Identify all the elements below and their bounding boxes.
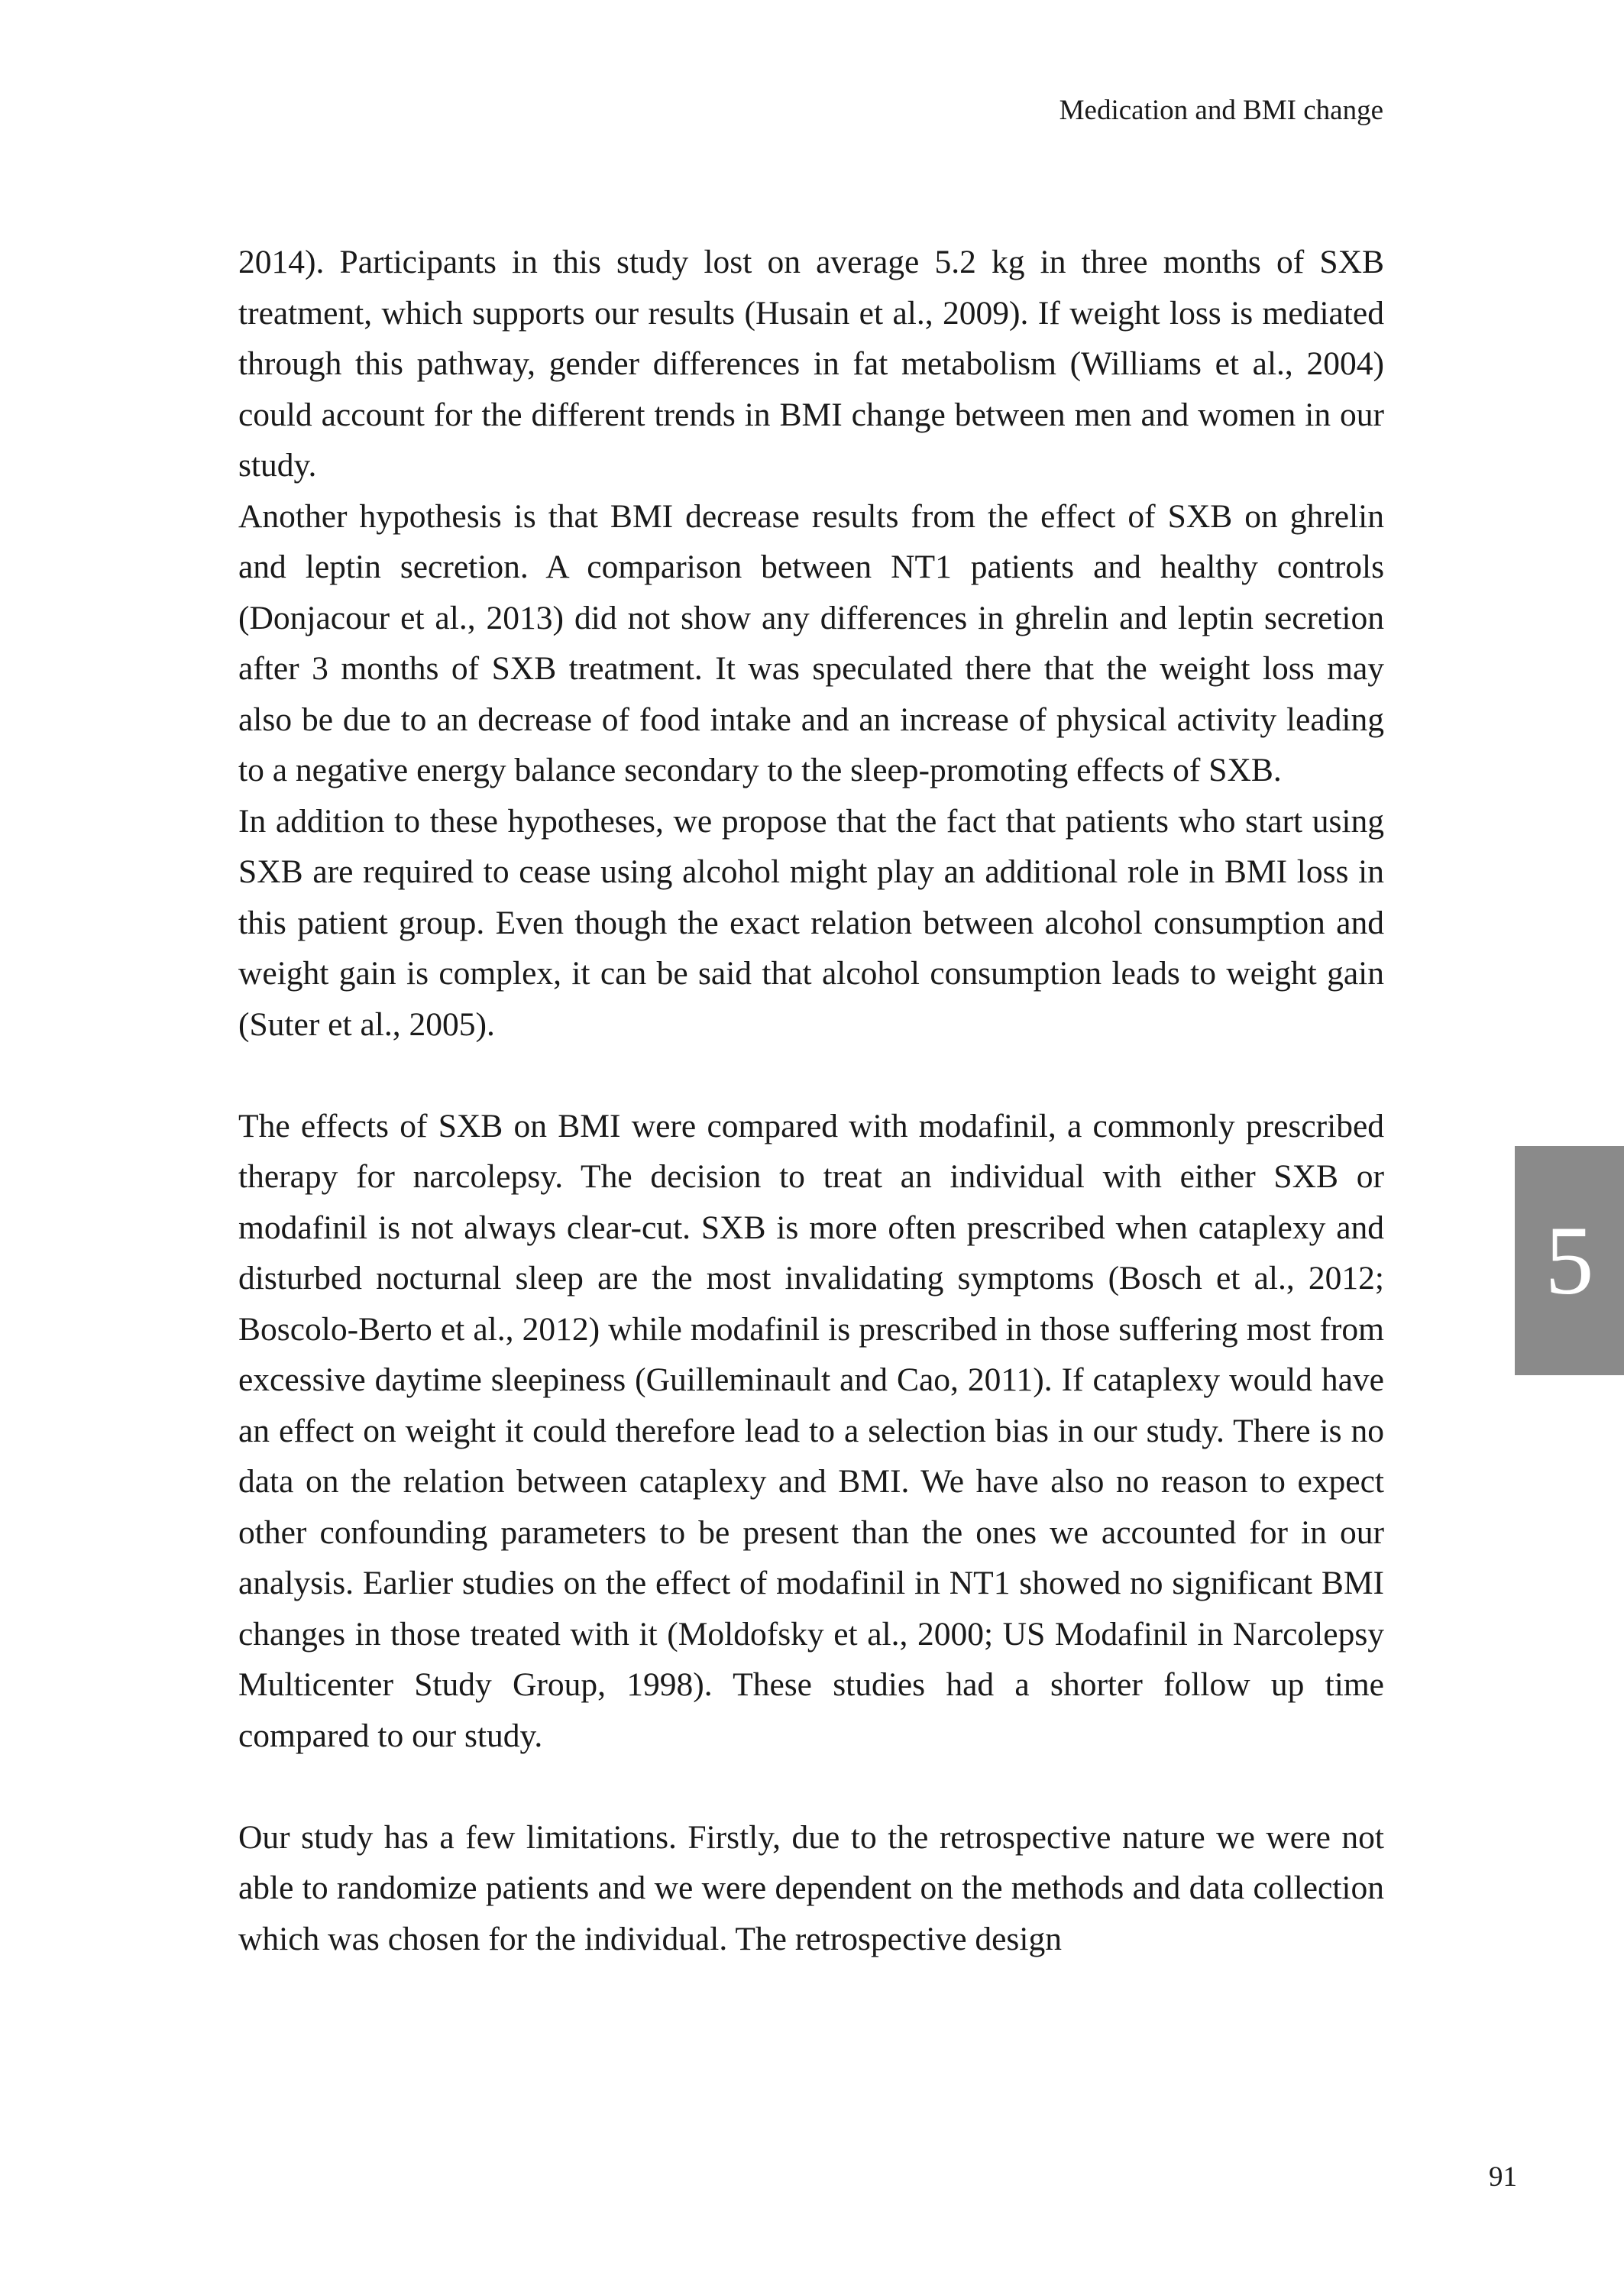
page-number: 91 — [1489, 2161, 1517, 2193]
chapter-number: 5 — [1545, 1206, 1594, 1315]
paragraph: Our study has a few limitations. Firstly, due to the retrospective nature we were not able to randomize patients and we were dependent on the methods and data collection which was chosen for the individual. The retrospective design — [238, 1818, 1384, 1957]
chapter-tab — [1515, 1146, 1624, 1375]
paragraph: The effects of SXB on BMI were compared with modafinil, a commonly prescribed therapy for narcolepsy. The decision to treat an individual with either SXB or modafinil is not always clear-cut. SXB is more often prescribed when cataplexy and disturbed nocturnal sleep are the most invalidating symptoms (Bosch et al., 2012; Boscolo-Berto et al., 2012) while modafinil is prescribed in those suffering most from excessive daytime sleepiness (Guilleminault and Cao, 2011). If cataplexy would have an effect on weight it could therefore lead to a selection bias in our study. There is no data on the relation between cataplexy and BMI. We have also no reason to expect other confounding parameters to be present than the ones we accounted for in our analysis. Earlier studies on the effect of modafinil in NT1 showed no significant BMI changes in those treated with it (Moldofsky et al., 2000; US Modafinil in Narcolepsy Multicenter Study Group, 1998). These studies had a shorter follow up time compared to our study. — [238, 1107, 1384, 1754]
paragraph: In addition to these hypotheses, we propose that the fact that patients who start using SXB are required to cease using alcohol might play an additional role in BMI loss in this patient group. Even though the exact relation between alcohol consumption and weight gain is complex, it can be said that alcohol consumption leads to weight gain (Suter et al., 2005). — [238, 802, 1384, 1043]
running-header: Medication and BMI change — [1059, 95, 1383, 126]
paragraph: 2014). Participants in this study lost on average 5.2 kg in three months of SXB treatment, which supports our results (Husain et al., 2009). If weight loss is mediated through this pathway, gender differences in fat metabolism (Williams et al., 2004) could account for the different trends in BMI change between men and women in our study. — [238, 244, 1384, 484]
paragraph: Another hypothesis is that BMI decrease results from the effect of SXB on ghrelin and leptin secretion. A comparison between NT1 patients and healthy controls (Donjacour et al., 2013) did not show any differences in ghrelin and leptin secretion after 3 months of SXB treatment. It was speculated there that the weight loss may also be due to an decrease of food intake and an increase of physical activity leading to a negative energy balance secondary to the sleep-promoting effects of SXB. — [238, 497, 1384, 788]
body-text — [238, 237, 1384, 1964]
